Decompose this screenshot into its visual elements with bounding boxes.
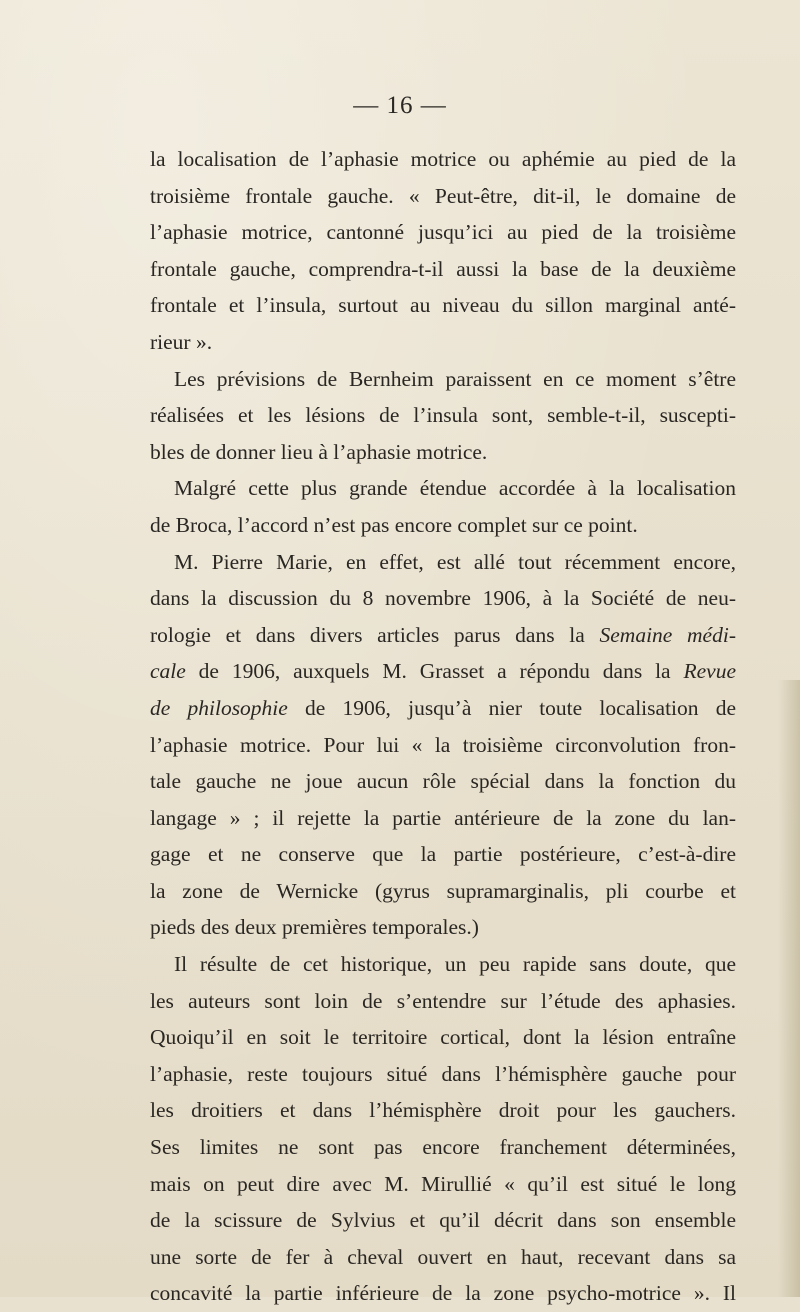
text-line — [150, 1129, 736, 1166]
line-text: M. Pierre Marie, en effet, est allé tout récemment encore, — [174, 549, 736, 574]
page-number: — 16 — — [353, 92, 447, 119]
text-line — [150, 580, 736, 617]
text-line — [150, 1275, 736, 1312]
text-line — [150, 1166, 736, 1203]
text-line — [150, 1019, 736, 1056]
page-edge-stain — [778, 680, 800, 1297]
text-line — [150, 983, 736, 1020]
line-text: les auteurs sont loin de s’entendre sur l’étude des aphasies. — [150, 988, 736, 1013]
line-text: Ses limites ne sont pas encore franchement déterminées, — [150, 1135, 736, 1160]
line-text: de 1906, auxquels M. Grasset a répondu dans la — [185, 659, 684, 684]
line-text: de 1906, jusqu’à nier toute localisation de — [287, 695, 737, 720]
text-line — [150, 251, 736, 288]
text-line — [150, 873, 736, 910]
line-text: réalisées et les lésions de l’insula sont, semble-t-il, suscepti- — [150, 403, 736, 428]
line-text: de Broca, l’accord n’est pas encore complet sur ce point. — [150, 512, 638, 537]
italic-title-text: Revue — [683, 659, 736, 684]
text-line — [150, 909, 736, 946]
text-line — [150, 1202, 736, 1239]
text-line — [150, 361, 736, 398]
line-text: bles de donner lieu à l’aphasie motrice. — [150, 439, 488, 464]
line-text: dans la discussion du 8 novembre 1906, à la Société de neu- — [150, 586, 736, 611]
text-line — [150, 470, 736, 507]
line-text: l’aphasie motrice, cantonné jusqu’ici au pied de la troisième — [150, 220, 736, 245]
text-line — [150, 397, 736, 434]
line-text: mais on peut dire avec M. Mirullié « qu’il est situé le long — [150, 1171, 736, 1196]
text-line — [150, 287, 736, 324]
line-text: l’aphasie motrice. Pour lui « la troisième circonvolution fron- — [150, 732, 736, 757]
text-line — [150, 507, 736, 544]
body-text — [150, 141, 736, 1312]
text-line — [150, 434, 736, 471]
line-text: Il résulte de cet historique, un peu rapide sans doute, que — [174, 952, 736, 977]
line-text: la localisation de l’aphasie motrice ou aphémie au pied de la — [150, 147, 736, 171]
text-line — [150, 690, 736, 727]
text-line — [150, 141, 736, 178]
line-text: gage et ne conserve que la partie postérieure, c’est-à-dire — [150, 842, 736, 867]
line-text: Malgré cette plus grande étendue accordée à la localisation — [174, 476, 736, 501]
line-text: rologie et dans divers articles parus dans la — [150, 622, 600, 647]
line-text: de la scissure de Sylvius et qu’il décrit dans son ensemble — [150, 1208, 736, 1233]
italic-title-text: de philosophie — [150, 695, 288, 720]
line-text: l’aphasie, reste toujours situé dans l’hémisphère gauche pour — [150, 1061, 736, 1086]
text-line — [150, 1092, 736, 1129]
line-text: langage » ; il rejette la partie antérieure de la zone du lan- — [150, 805, 736, 830]
line-text: frontale et l’insula, surtout au niveau du sillon marginal anté- — [150, 293, 736, 318]
line-text: une sorte de fer à cheval ouvert en haut, recevant dans sa — [150, 1244, 736, 1269]
line-text: pieds des deux premières temporales.) — [150, 915, 479, 940]
line-text: rieur ». — [150, 329, 213, 354]
text-line — [150, 1239, 736, 1276]
line-text: la zone de Wernicke (gyrus supramarginalis, pli courbe et — [150, 878, 736, 903]
line-text: tale gauche ne joue aucun rôle spécial dans la fonction du — [150, 769, 736, 794]
text-line — [150, 178, 736, 215]
text-line — [150, 653, 736, 690]
line-text: troisième frontale gauche. « Peut-être, dit-il, le domaine de — [150, 183, 736, 208]
line-text: Quoiqu’il en soit le territoire cortical, dont la lésion entraîne — [150, 1025, 736, 1050]
italic-title-text: Semaine médi- — [599, 622, 736, 647]
line-text: frontale gauche, comprendra-t-il aussi la base de la deuxième — [150, 256, 736, 281]
line-text: les droitiers et dans l’hémisphère droit pour les gauchers. — [150, 1098, 736, 1123]
line-text: Les prévisions de Bernheim paraissent en ce moment s’être — [174, 366, 736, 391]
text-line — [150, 800, 736, 837]
text-line — [150, 544, 736, 581]
text-line — [150, 727, 736, 764]
text-line — [150, 324, 736, 361]
text-line — [150, 1056, 736, 1093]
text-line — [150, 214, 736, 251]
text-line — [150, 946, 736, 983]
text-line — [150, 617, 736, 654]
text-line — [150, 836, 736, 873]
italic-title-text: cale — [150, 659, 186, 684]
line-text: concavité la partie inférieure de la zone psycho-motrice ». Il — [150, 1281, 736, 1306]
text-line — [150, 763, 736, 800]
